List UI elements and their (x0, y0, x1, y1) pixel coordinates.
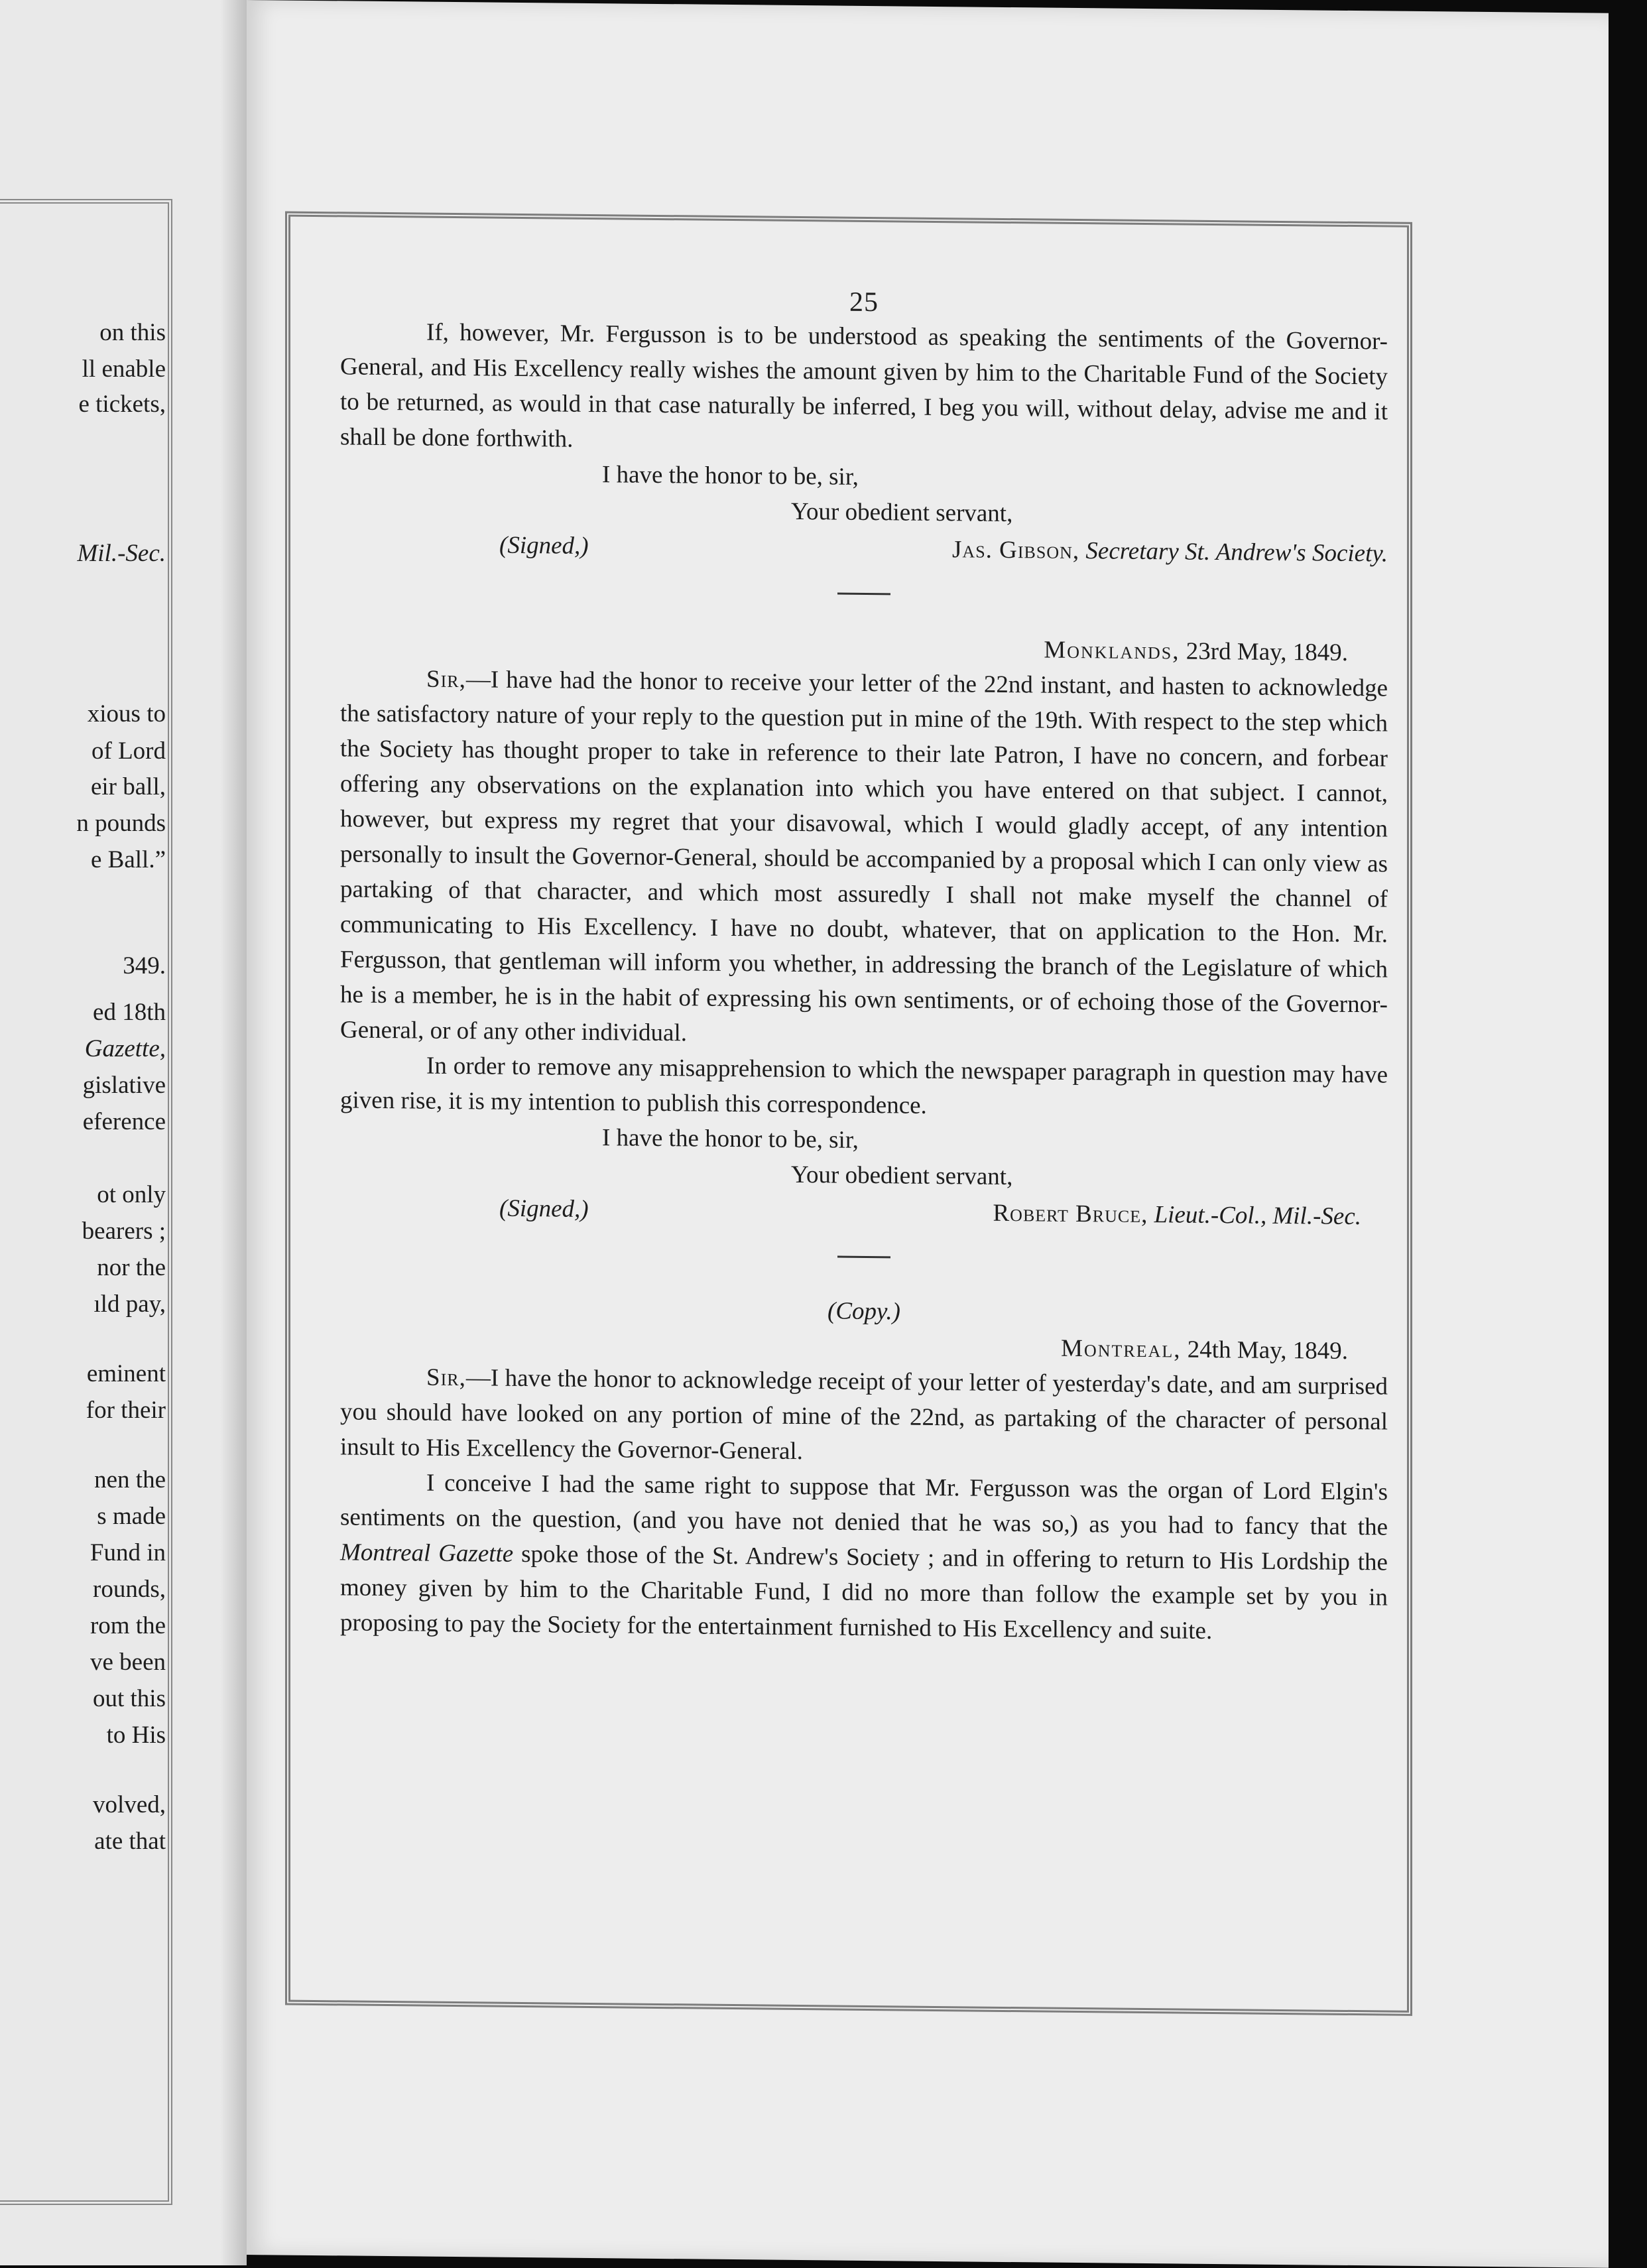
body-part-a: I conceive I had the same right to suppose that Mr. Fergusson was the organ of Lord Elgin's sentiments on the question, (and you have not denied that he was so,) as you had to fancy that the (340, 1469, 1388, 1541)
letter-reply (340, 1289, 1388, 1650)
letter-bruce-closing-2: Your obedient servant, (791, 1161, 1013, 1191)
salutation: Sir, (426, 1363, 466, 1392)
left-line: for their (86, 1397, 166, 1424)
left-line: xious to (87, 700, 166, 727)
letter-gibson (340, 314, 1388, 571)
letter-bruce-body-2: In order to remove any misapprehension to which the newspaper paragraph in question may have given rise, it is my intention to publish this correspondence. (340, 1052, 1388, 1119)
left-line: eference (82, 1108, 166, 1135)
letter-bruce-body (340, 661, 1388, 1057)
left-line: Gazette, (84, 1035, 166, 1062)
letter-gibson-body: If, however, Mr. Fergusson is to be understood as speaking the sentiments of the Governor-General, and His Excellency really wishes the amount given by him to the Charitable Fund of the Society to be returned, as would in that case naturally be inferred, I beg you will, without delay, advise me and it shall be done forthwith. (340, 318, 1388, 453)
newspaper-title: Montreal Gazette (340, 1539, 514, 1568)
left-line: e Ball.” (90, 846, 166, 873)
signer-name: Jas. Gibson, (952, 536, 1080, 565)
signer-name: Robert Bruce, (993, 1199, 1148, 1229)
left-line: rom the (90, 1612, 166, 1639)
signer (993, 1196, 1388, 1235)
copy-label: (Copy.) (827, 1297, 900, 1326)
body-part-b: spoke those of the St. Andrew's Society ; and in offering to return to His Lordship the money given by him to the Charitable Fund, I did no more than follow the example set by you in proposing to pay the Society for the entertainment furnished to His Excellency and suite. (340, 1540, 1388, 1645)
left-line: volved, (93, 1791, 166, 1818)
page-border (285, 212, 1412, 2016)
left-line: e tickets, (78, 391, 166, 418)
page-number: 25 (849, 286, 879, 318)
letter-bruce-body-text: —I have had the honor to receive your letter of the 22nd instant, and hasten to acknowledge the satisfactory nature of your reply to the question put in mine of the 19th. With respect to the step which the Society has thought proper to take in reference to their late Patron, I have no concern, and forbear offering any observations on the explanation into which you have entered on that subject. I cannot, however, but express my regret that your disavowal, which I would gladly accept, of any intention personally to insult the Governor-General, should be accompanied by a proposal which I can only view as partaking of that character, and which most assuredly I shall not make myself the channel of communicating to His Excellency. I have no doubt, whatever, that on application to the Hon. Mr. Fergusson, that gentleman will inform you whether, in addressing the branch of the Legislature of which he is a member, he is in the habit of expressing his own sentiments, or of echoing those of the Governor-General, or of any other individual. (340, 666, 1388, 1047)
signed-label: (Signed,) (499, 1194, 589, 1223)
left-line: ve been (90, 1649, 166, 1676)
letter-reply-body-2 (340, 1464, 1388, 1650)
dateline-date: 23rd May, 1849. (1186, 637, 1348, 666)
left-line: Fund in (90, 1539, 166, 1566)
section-divider (837, 1256, 890, 1259)
letter-reply-body (340, 1359, 1388, 1474)
left-line: on this (99, 319, 166, 346)
left-line: bearers ; (82, 1218, 166, 1245)
signer (952, 532, 1388, 571)
letter-reply-body-text: —I have the honor to acknowledge receipt of your letter of yesterday's date, and am surprised you should have looked on any portion of mine of the 22nd, as partaking of the character of personal insult to His Excellency the Governor-General. (340, 1364, 1388, 1466)
letter-bruce-closing-1: I have the honor to be, sir, (602, 1124, 859, 1154)
left-line: 349. (123, 952, 166, 979)
left-line: nor the (97, 1254, 166, 1281)
gutter-shadow (220, 0, 247, 2265)
left-line: eir ball, (90, 773, 166, 800)
left-line: ed 18th (93, 999, 166, 1026)
dateline-place: Monklands, (1044, 636, 1180, 665)
left-line: Mil.-Sec. (77, 540, 166, 567)
left-line: n pounds (76, 810, 166, 837)
left-line: nen the (94, 1466, 166, 1493)
letter-gibson-closing-2: Your obedient servant, (791, 497, 1013, 528)
signer-title: Lieut.-Col., Mil.-Sec. (1154, 1201, 1361, 1231)
left-line: eminent (86, 1360, 166, 1387)
letter-gibson-closing-1: I have the honor to be, sir, (602, 461, 859, 491)
left-line: s made (97, 1503, 166, 1530)
left-line: rounds, (93, 1576, 166, 1603)
left-line: gislative (82, 1072, 166, 1099)
right-page (247, 0, 1609, 2268)
letter-bruce (340, 625, 1388, 1234)
left-facing-page (0, 0, 247, 2265)
salutation: Sir, (426, 665, 466, 694)
left-line: ate that (94, 1828, 166, 1855)
left-line: to His (106, 1722, 166, 1749)
dateline-place: Montreal, (1061, 1334, 1182, 1363)
signer-title: Secretary St. Andrew's Society. (1085, 537, 1388, 568)
left-line: of Lord (91, 737, 166, 765)
section-divider (837, 593, 890, 596)
left-line: out this (93, 1685, 166, 1712)
page-content (340, 217, 1388, 1650)
left-line: ıld pay, (93, 1291, 166, 1318)
left-line: ot only (97, 1181, 166, 1208)
dateline-date: 24th May, 1849. (1187, 1336, 1348, 1365)
left-line: ll enable (82, 355, 166, 383)
signed-label: (Signed,) (499, 531, 589, 560)
